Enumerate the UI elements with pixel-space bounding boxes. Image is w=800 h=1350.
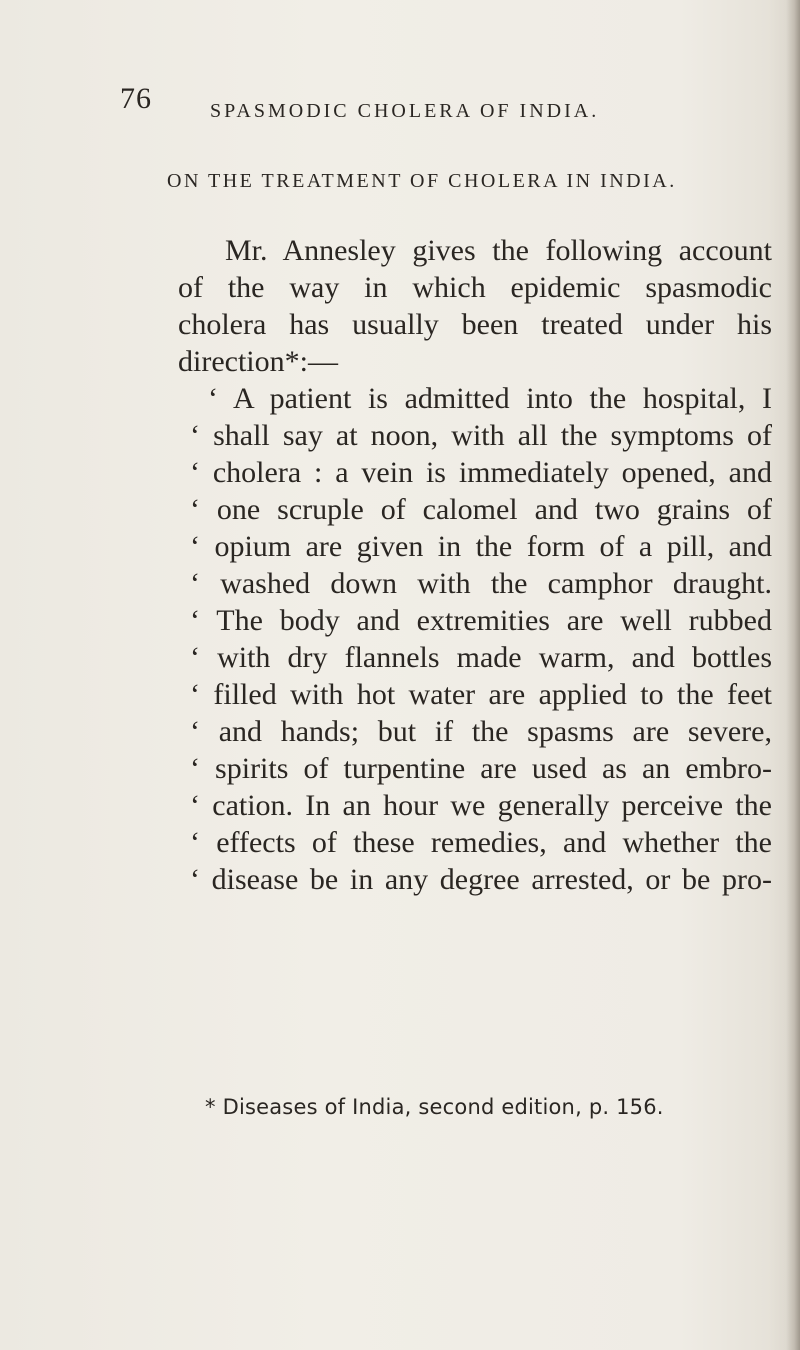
running-head: SPASMODIC CHOLERA OF INDIA. (210, 100, 600, 122)
text-line: ‘ cation. In an hour we generally perceive the (190, 789, 772, 822)
text-line: Mr. Annesley gives the following account (225, 234, 772, 267)
text-line: ‘ opium are given in the form of a pill, and (190, 530, 772, 563)
text-line: ‘ and hands; but if the spasms are severe, (190, 715, 772, 748)
text-line: ‘ The body and extremities are well rubbed (190, 604, 772, 637)
text-line: ‘ effects of these remedies, and whether the (190, 826, 772, 859)
text-line: ‘ disease be in any degree arrested, or be pro- (190, 863, 772, 896)
page-number: 76 (120, 82, 152, 115)
text-line: ‘ with dry flannels made warm, and bottles (190, 641, 772, 674)
footnote: * Diseases of India, second edition, p. 156. (205, 1095, 664, 1119)
section-title: ON THE TREATMENT OF CHOLERA IN INDIA. (167, 170, 677, 192)
text-line: ‘ A patient is admitted into the hospital, I (208, 382, 772, 415)
text-line: ‘ shall say at noon, with all the symptoms of (190, 419, 772, 452)
page-edge-shadow (786, 0, 800, 1350)
text-line: of the way in which epidemic spasmodic (178, 271, 772, 304)
text-line: ‘ cholera : a vein is immediately opened, and (190, 456, 772, 489)
text-line: ‘ spirits of turpentine are used as an embro- (190, 752, 772, 785)
page-header (120, 82, 760, 132)
text-line: ‘ washed down with the camphor draught. (190, 567, 772, 600)
text-line: direction*:— (178, 345, 338, 378)
text-line: ‘ filled with hot water are applied to the feet (190, 678, 772, 711)
text-line: cholera has usually been treated under his (178, 308, 772, 341)
body-text (178, 232, 772, 898)
text-line: ‘ one scruple of calomel and two grains of (190, 493, 772, 526)
